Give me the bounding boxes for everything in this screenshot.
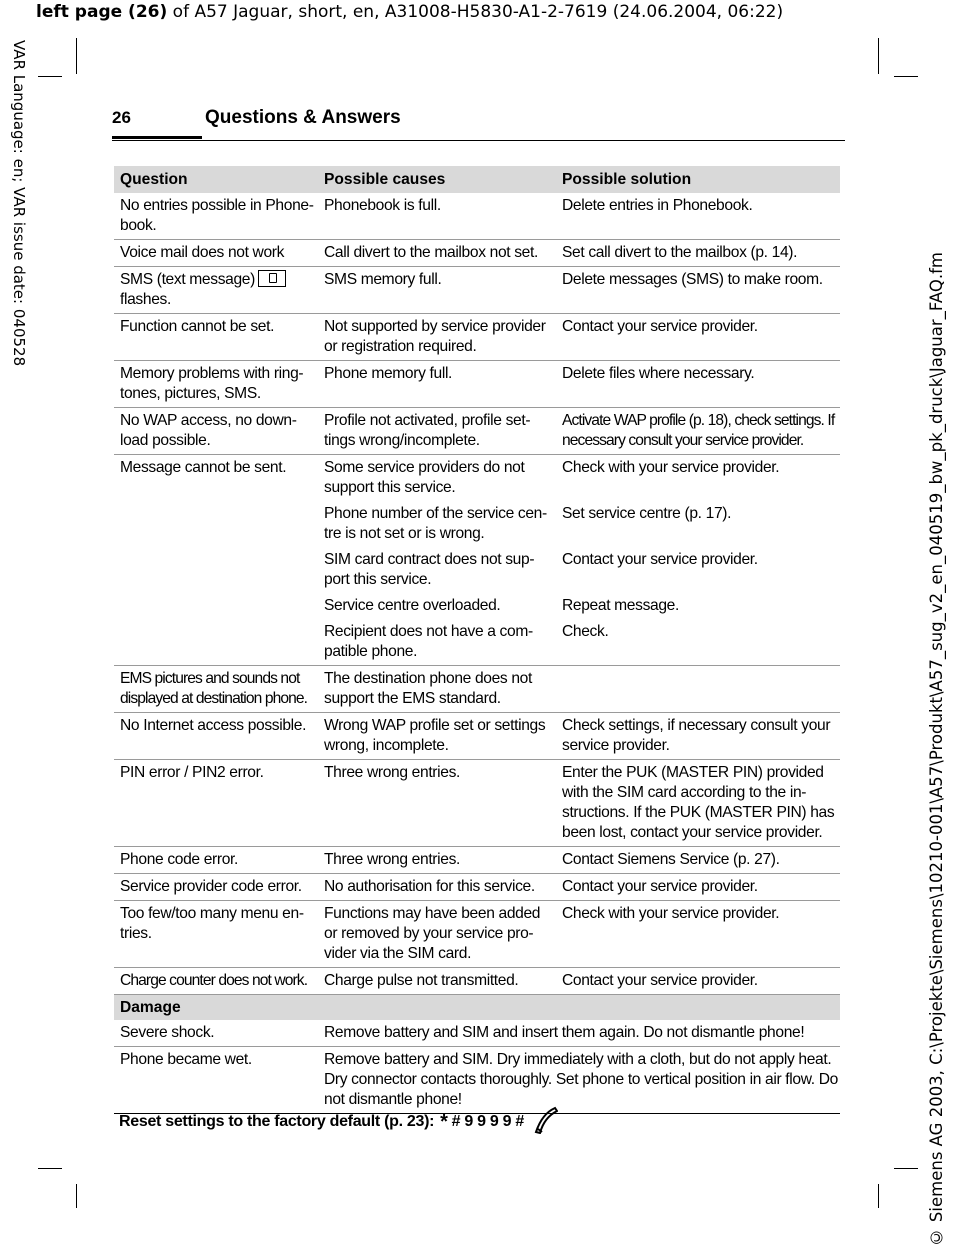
cause-cell: Call divert to the mailbox not set. — [318, 240, 556, 267]
solution-cell: Contact your service provider. — [556, 314, 840, 361]
solution-cell: Repeat message. — [562, 597, 679, 614]
table-header-row — [114, 166, 840, 193]
cause-cell: Functions may have been added or removed by your service pro-vider via the SIM card. — [318, 901, 556, 968]
question-cell: Function cannot be set. — [114, 314, 318, 361]
solution-cell — [556, 666, 840, 713]
cause-cell: Three wrong entries. — [318, 847, 556, 874]
question-cell: Memory problems with ring-tones, pictures, SMS. — [114, 361, 318, 408]
running-header-rest: of A57 Jaguar, short, en, A31008-H5830-A1-2-7619 (24.06.2004, 06:22) — [167, 2, 784, 22]
reset-text: Reset settings to the factory default (p. 23): — [119, 1113, 435, 1130]
crop-mark — [894, 1168, 918, 1169]
solution-cell: Contact your service provider. — [562, 551, 758, 568]
solution-cell: Check. — [556, 619, 840, 666]
question-cell: Charge counter does not work. — [114, 968, 318, 995]
running-header-bold: left page (26) — [36, 2, 168, 22]
question-cell: No entries possible in Phone-book. — [114, 193, 318, 240]
cause-cell: Wrong WAP profile set or settings wrong, incomplete. — [318, 713, 556, 760]
column-header: Question — [114, 166, 318, 193]
column-header: Possible solution — [556, 166, 840, 193]
cause-cell: Some service providers do not support this service. — [324, 459, 525, 496]
solution-cell: Set service centre (p. 17). — [562, 505, 732, 522]
running-header — [36, 2, 783, 22]
cause-cell: Phone memory full. — [318, 361, 556, 408]
cause-cell: Three wrong entries. — [318, 760, 556, 847]
question-cell: Phone became wet. — [114, 1047, 318, 1114]
solution-cell: Check with your service provider. — [562, 459, 780, 476]
solution-cell: Contact Siemens Service (p. 27). — [556, 847, 840, 874]
question-cell: Severe shock. — [114, 1020, 318, 1047]
table-row — [114, 968, 840, 995]
table-row — [114, 455, 840, 502]
solution-cell: Check with your service provider. — [556, 901, 840, 968]
solution-cell: Enter the PUK (MASTER PIN) provided with the SIM card according to the in-structions. If the PUK (MASTER PIN) has been lost, contact your service provider. — [556, 760, 840, 847]
table-row — [114, 847, 840, 874]
solution-cell: Delete files where necessary. — [556, 361, 840, 408]
table-row — [114, 361, 840, 408]
section-header-damage: Damage — [114, 995, 840, 1021]
reset-code: # 9 9 9 9 # — [451, 1113, 524, 1130]
question-cell: Too few/too many menu en-tries. — [114, 901, 318, 968]
question-cell: Voice mail does not work — [114, 240, 318, 267]
table-row — [114, 666, 840, 713]
cause-cell: Phonebook is full. — [318, 193, 556, 240]
page-number: 26 — [112, 108, 131, 127]
table-row — [114, 267, 840, 314]
side-label-right: © Siemens AG 2003, C:\Projekte\Siemens\10210-001\A57\Produkt\A57_sug_v2_en_040519_bw_pk_druck\Jaguar_FAQ.fm — [927, 252, 946, 1246]
table-row — [114, 874, 840, 901]
question-cell: Service provider code error. — [114, 874, 318, 901]
cause-cell: Service centre overloaded. — [324, 597, 501, 614]
side-label-left: VAR Language: en; VAR issue date: 040528 — [10, 40, 28, 367]
table-row — [114, 314, 840, 361]
crop-mark — [76, 38, 77, 74]
crop-mark — [38, 76, 62, 77]
cause-cell: Profile not activated, profile set-tings wrong/incomplete. — [318, 408, 556, 455]
solution-cell: Delete messages (SMS) to make room. — [556, 267, 840, 314]
solution-cell: Contact your service provider. — [556, 874, 840, 901]
solution-cell: Activate WAP profile (p. 18), check settings. If necessary consult your service provider. — [556, 408, 840, 455]
question-cell: No Internet access possible. — [114, 713, 318, 760]
table-row — [114, 1047, 840, 1114]
column-header: Possible causes — [318, 166, 556, 193]
solution-cell: Remove battery and SIM and insert them again. Do not dismantle phone! — [318, 1020, 840, 1047]
crop-mark — [878, 1184, 879, 1208]
question-cell: Message cannot be sent. — [114, 455, 318, 666]
question-text: SMS (text message) — [120, 271, 255, 288]
solution-cell: Contact your service provider. — [556, 968, 840, 995]
table-row — [114, 901, 840, 968]
solution-cell: Delete entries in Phonebook. — [556, 193, 840, 240]
cause-cell: SMS memory full. — [318, 267, 556, 314]
question-cell: PIN error / PIN2 error. — [114, 760, 318, 847]
table-row — [114, 408, 840, 455]
solution-cell: Check settings, if necessary consult your service provider. — [556, 713, 840, 760]
title-rule — [112, 140, 845, 141]
question-cell: Phone code error. — [114, 847, 318, 874]
table-row — [114, 760, 840, 847]
question-cell — [114, 267, 318, 314]
cause-cell: Charge pulse not transmitted. — [318, 968, 556, 995]
star-key-icon: * — [440, 1111, 448, 1133]
faq-table — [114, 166, 840, 1114]
page-title: Questions & Answers — [205, 107, 401, 128]
cause-cell: Not supported by service provider or registration required. — [318, 314, 556, 361]
table-row — [114, 713, 840, 760]
table-row — [114, 240, 840, 267]
cause-cell: No authorisation for this service. — [318, 874, 556, 901]
crop-mark — [76, 1184, 77, 1208]
solution-cell: Remove battery and SIM. Dry immediately with a cloth, but do not apply heat. Dry connector contacts thoroughly. Set phone to vertical position in air flow. Do not dismantle phone! — [318, 1047, 840, 1114]
cause-cell: Phone number of the service cen-tre is not set or is wrong. — [324, 505, 547, 542]
crop-mark — [38, 1168, 62, 1169]
reset-instruction — [119, 1106, 558, 1139]
title-rule — [112, 136, 202, 139]
table-row — [114, 193, 840, 240]
question-cell: EMS pictures and sounds not displayed at destination phone. — [114, 666, 318, 713]
cause-cell: Recipient does not have a com-patible phone. — [318, 619, 556, 666]
handset-icon — [534, 1106, 558, 1139]
crop-mark — [878, 38, 879, 74]
crop-mark — [894, 76, 918, 77]
table-row — [114, 1020, 840, 1047]
solution-cell: Set call divert to the mailbox (p. 14). — [556, 240, 840, 267]
cause-cell: The destination phone does not support the EMS standard. — [318, 666, 556, 713]
question-cell: No WAP access, no down-load possible. — [114, 408, 318, 455]
sms-envelope-icon — [258, 270, 286, 287]
cause-cell: SIM card contract does not sup-port this service. — [324, 551, 535, 588]
question-text: flashes. — [120, 291, 171, 308]
section-header-row — [114, 995, 840, 1021]
